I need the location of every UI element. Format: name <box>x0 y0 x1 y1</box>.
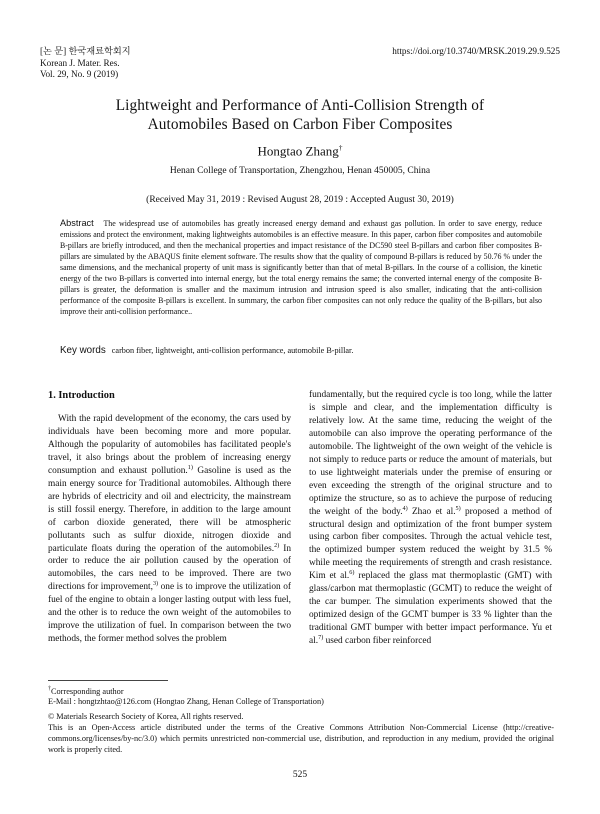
corresponding-mark: † <box>48 686 51 692</box>
body-text: one is to improve the utilization of fuel of the engine to obtain a longer lasting output with less fuel, and the other is to reduce the own weight of the automobiles to improve the utilization of fuel. In comparison between the two methods, the former method solves the problem <box>48 582 291 645</box>
body-text: fundamentally, but the required cycle is too long, while the latter is simple and clear, and the implementation difficulty is relatively low. At the same time, reducing the weight of the automobile can also improve the operating performance of the automobile. The lightweight of the own weight of the vehicle is not simply to reduce parts or reduce the amount of materials, but to use lightweight materials under the premise of ensuring or even exceeding the strength of the original structure and to optimize the structure, so as to achieve the purpose of reducing the weight of the body. <box>309 390 552 517</box>
paragraph <box>309 389 552 648</box>
paragraph <box>48 413 291 646</box>
abstract <box>60 218 542 317</box>
body-column-left <box>48 389 291 646</box>
keywords <box>60 345 542 356</box>
citation-ref[interactable]: 2) <box>274 541 280 549</box>
citation-ref[interactable]: 1) <box>187 463 193 471</box>
body-text: used carbon fiber reinforced <box>323 636 432 647</box>
license-notice <box>48 711 554 755</box>
section-heading: 1. Introduction <box>48 390 115 401</box>
keywords-label: Key words <box>60 345 106 356</box>
body-text: With the rapid development of the economy, the cars used by individuals have been becoming more and more popular. Although the popularity of automobiles has facilitated people's travel, it also brings about the problem of increasing energy consumption and exhaust pollution. <box>48 414 291 476</box>
journal-header <box>40 46 131 81</box>
journal-korean-name: [논 문] 한국재료학회지 <box>40 46 131 56</box>
affiliation: Henan College of Transportation, Zhengzhou, Henan 450005, China <box>169 166 431 176</box>
body-text: In order to reduce the air pollution caused by the operation of automobiles, the cars need to be improved. There are two directions for improvement, <box>48 543 291 593</box>
page-number: 525 <box>292 770 308 780</box>
citation-ref[interactable]: 7) <box>318 634 324 641</box>
abstract-text: The widespread use of automobiles has greatly increased energy demand and exhaust gas pollution. In order to save energy, reduce emissions and protect the environment, making lightweights automobiles is an effective measure. In this paper, carbon fiber composites and automobile B-pillars are briefly introduced, and then the mechanical properties and impact resistance of the DC590 steel B-pillars and carbon fiber composites B-pillars are simulated by the ABAQUS finite element software. The results show that the quality of compound B-pillars is reduced by 50.76 % under the same dimensions, and the mechanical property of unit mass is significantly better than that of metal B-pillars. In the course of a collision, the kinetic energy of the two B-pillars is converted into internal energy, but the total energy remains the same; the converted internal energy of the composite B-pillars is greater, the deformation is smaller and the maximum intrusion and intrusion speed is also smaller, indicating that the anti-collision performance of the composite B-pillars is excellent. In summary, the carbon fiber composites can not only reduce the quality of the B-pillars, but also improve their anti-collision performance.. <box>60 219 542 317</box>
title-line-2: Automobiles Based on Carbon Fiber Composites <box>147 116 453 133</box>
body-column-right <box>309 389 552 648</box>
received-dates: (Received May 31, 2019 : Revised August 28, 2019 : Accepted August 30, 2019) <box>146 195 454 205</box>
paper-title <box>0 96 600 134</box>
doi-link[interactable]: https://doi.org/10.3740/MRSK.2019.29.9.525 <box>392 46 560 56</box>
journal-volume: Vol. 29, No. 9 (2019) <box>40 69 119 79</box>
citation-ref[interactable]: 5) <box>455 504 461 512</box>
citation-ref[interactable]: 3) <box>152 580 159 588</box>
title-line-1: Lightweight and Performance of Anti-Collision Strength of <box>115 97 485 114</box>
license-text: This is an Open-Access article distributed under the terms of the Creative Commons Attribution Non-Commercial License (http://creative-commons.org/licenses/by-nc/3.0) which permits unrestricted non-commercial use, distribution, and reproduction in any medium, provided the original work is properly cited. <box>48 723 554 754</box>
body-text: replaced the glass mat thermoplastic (GMT) with glass/carbon mat thermoplastic (GCMT) to reduce the weight of the car bumper. The simulation experiments showed that the optimized design of the GCMT bumper is 33 % lighter than the traditional GMT bumper with better impact performance. Yu et al. <box>309 571 553 647</box>
author <box>0 143 600 159</box>
body-text: Zhao et al. <box>407 506 456 517</box>
body-text: Gasoline is used as the main energy source for Traditional automobiles. Although there are hybrids of electricity and oil and electricity, the mainstream is still fossil energy. Therefore, in addition to the large amount of carbon dioxide generated, there will be atmospheric pollutants such as sulfur dioxide, nitrogen dioxide and particulate floats during the operation of the automobiles. <box>48 465 291 554</box>
keywords-text: carbon fiber, lightweight, anti-collision performance, automobile B-pillar. <box>111 346 354 355</box>
footnote-text: Corresponding author <box>51 686 124 696</box>
author-name: Hongtao Zhang <box>257 143 339 159</box>
footnote-divider <box>48 680 168 681</box>
journal-abbreviation: Korean J. Mater. Res. <box>40 57 120 68</box>
copyright-line: © Materials Research Society of Korea, All rights reserved. <box>48 712 244 721</box>
footnote-corresponding <box>48 684 556 697</box>
footnote-email: E-Mail : hongtzhtao@126.com (Hongtao Zhang, Henan College of Transportation) <box>48 697 324 706</box>
citation-ref[interactable]: 6) <box>349 569 355 577</box>
citation-ref[interactable]: 4) <box>402 504 408 512</box>
abstract-label: Abstract <box>60 218 94 228</box>
corresponding-mark: † <box>338 143 343 152</box>
body-text: proposed a method of structural design and optimization of the front bumper system using carbon fiber composites. Through the actual vehicle test, the optimized bumper system reduced the weight by 31.5 % while meeting the requirements of strength and crash resistance. Kim et al. <box>309 506 552 582</box>
